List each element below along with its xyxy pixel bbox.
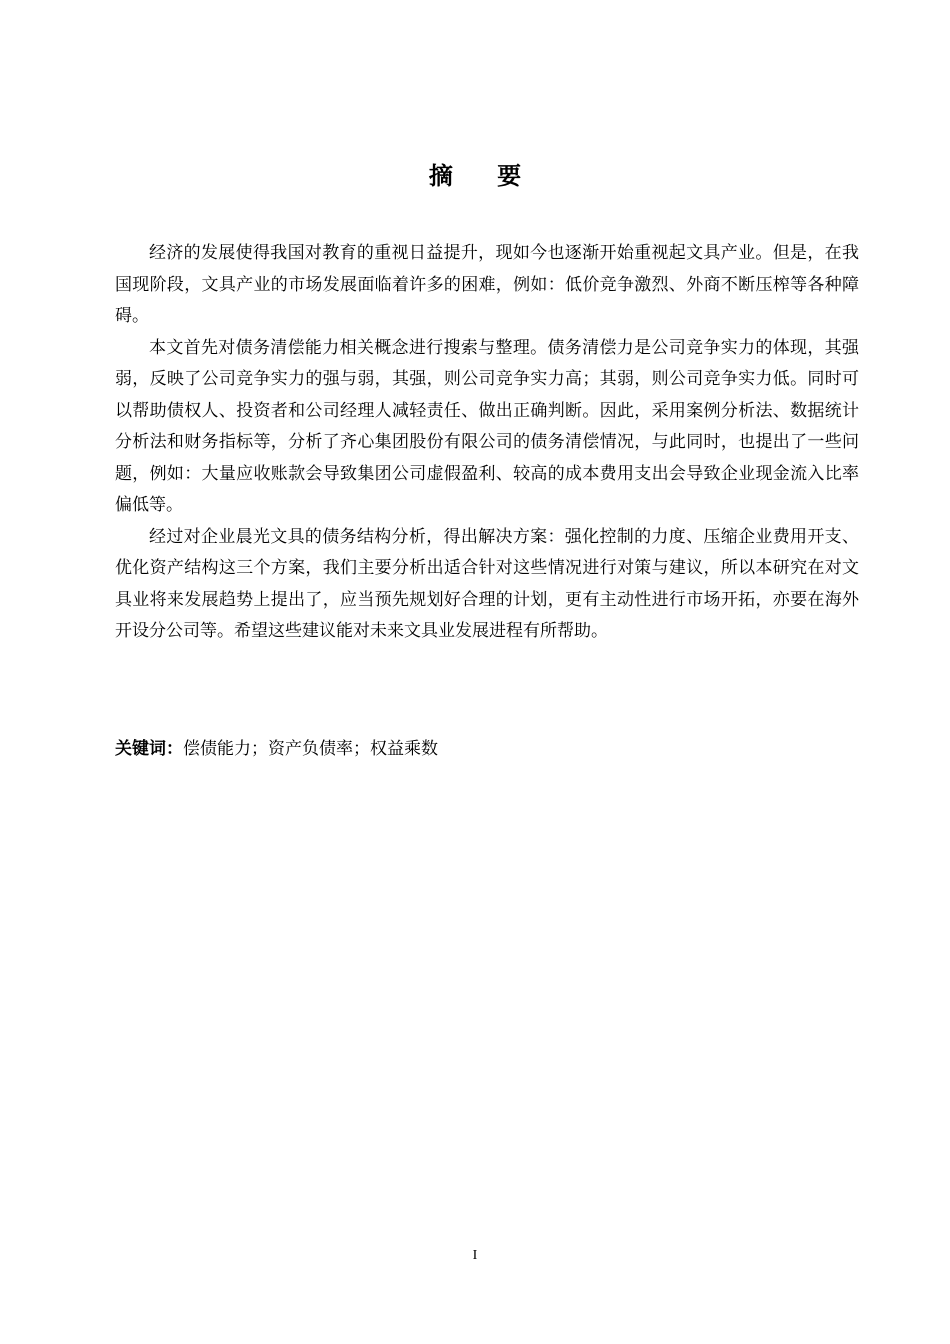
abstract-body: [115, 238, 859, 648]
page-number: I: [472, 1248, 478, 1263]
keywords-line: [115, 734, 859, 764]
keywords-value: 偿债能力；资产负债率；权益乘数: [183, 739, 438, 759]
keywords-label: 关键词：: [115, 739, 183, 759]
paragraph-2: 本文首先对债务清偿能力相关概念进行搜索与整理。债务清偿力是公司竞争实力的体现，其强弱，反映了公司竞争实力的强与弱，其强，则公司竞争实力高；其弱，则公司竞争实力低。同时可以帮助债权人、投资者和公司经理人减轻责任、做出正确判断。因此，采用案例分析法、数据统计分析法和财务指标等，分析了齐心集团股份有限公司的债务清偿情况，与此同时，也提出了一些问题，例如：大量应收账款会导致集团公司虚假盈利、较高的成本费用支出会导致企业现金流入比率偏低等。: [115, 337, 859, 515]
paragraph-3: 经过对企业晨光文具的债务结构分析，得出解决方案：强化控制的力度、压缩企业费用开支、优化资产结构这三个方案，我们主要分析出适合针对这些情况进行对策与建议，所以本研究在对文具业将来发展趋势上提出了，应当预先规划好合理的计划，更有主动性进行市场开拓，亦要在海外开设分公司等。希望这些建议能对未来文具业发展进程有所帮助。: [115, 526, 859, 641]
paragraph-1: 经济的发展使得我国对教育的重视日益提升，现如今也逐渐开始重视起文具产业。但是，在我国现阶段，文具产业的市场发展面临着许多的困难，例如：低价竞争激烈、外商不断压榨等各种障碍。: [115, 243, 859, 326]
page-title: 摘 要: [428, 162, 540, 190]
